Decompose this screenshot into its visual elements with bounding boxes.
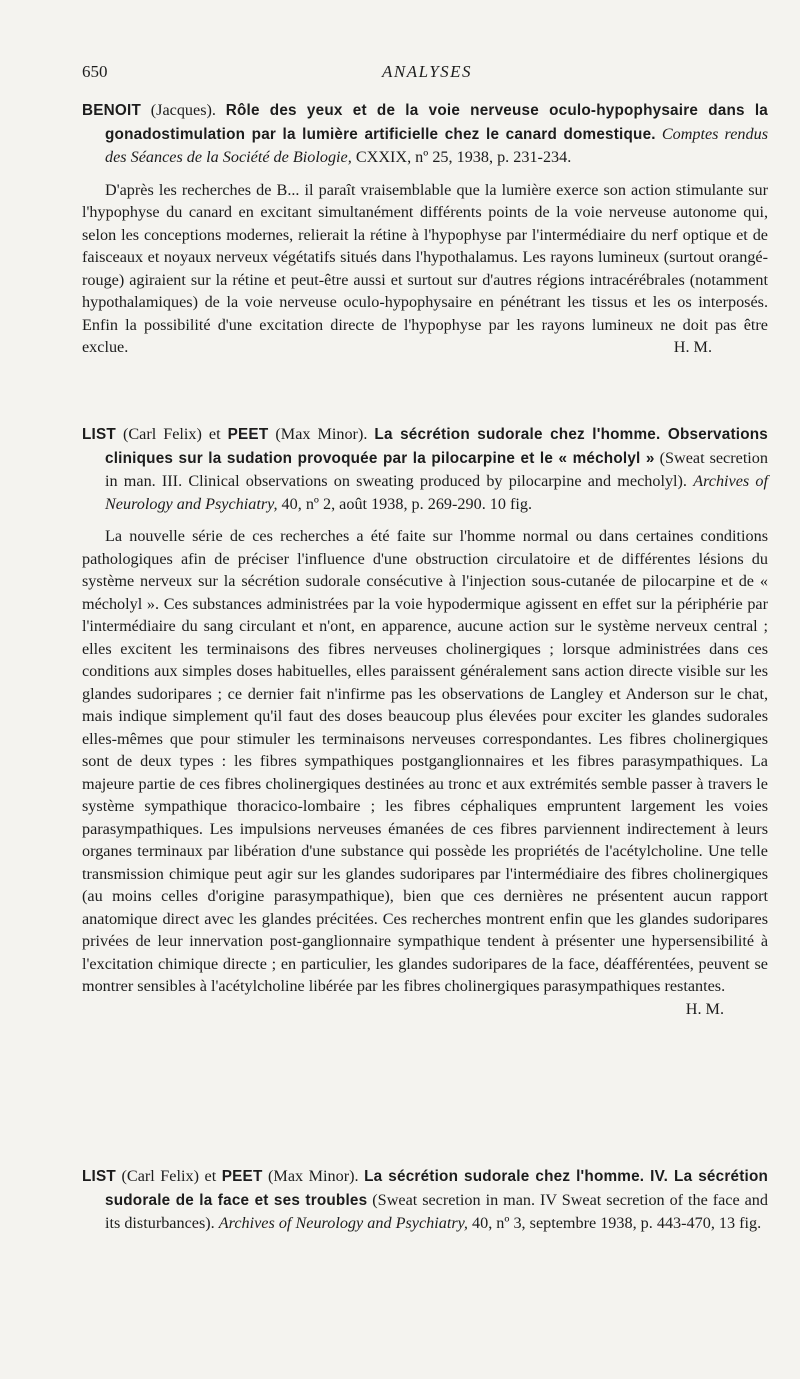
coauthor-given-name: (Max Minor). — [268, 1167, 359, 1185]
author-name: LIST — [82, 426, 116, 443]
journal-reference: 40, nº 3, septembre 1938, p. 443-470, 13 fig. — [472, 1214, 762, 1232]
summary-text: La nouvelle série de ces recherches a été faite sur l'homme normal ou dans certaines conditions pathologiques afin de préciser l'influence d'une obstruction circulatoire et de différentes lésions du système nerveux sur la sécrétion sudorale consécutive à l'injection sous-cutanée de pilocarpine et de « mécholyl ». Ces substances administrées par la voie hypodermique agissent en effet sur la périphérie par l'intermédiaire du sang circulant et n'ont, en apparence, aucune action sur le système nerveux central ; elles excitent les terminaisons des fibres nerveuses cholinergiques ; lorsque administrées dans ces conditions aux simples doses habituelles, elles paraissent généralement sans action directe visible sur les glandes sudoripares ; ce dernier fait n'infirme pas les observations de Langley et Anderson sur le chat, mais indique simplement qu'il faut des doses beaucoup plus élevées pour exciter les glandes sudorales elles-mêmes que pour stimuler les terminaisons nerveuses correspondantes. Les fibres cholinergiques sont de deux types : les fibres sympathiques postganglionnaires et les fibres parasympathiques. La majeure partie de ces fibres cholinergiques destinées au tronc et aux extrémités semble passer à travers le système sympathique thoracico-lombaire ; les fibres céphaliques empruntent largement les voies parasympathiques. Les impulsions nerveuses émanées de ces fibres parviennent indirectement à leurs organes terminaux par libération d'une substance qui possède les propriétés de l'acétylcholine. Une telle transmission chimique peut agir sur les glandes sudoripares par l'intermédiaire des fibres cholinergiques (au moins celles d'origine parasympathique), bien que ces dernières ne présentent aucun rapport anatomique direct avec les glandes précitées. Ces recherches montrent enfin que les glandes sudoripares privées de leur innervation post-ganglionnaire sympathique tendent à présenter une hypersensibilité à l'excitation chimique directe ; en particulier, les glandes sudoripares de la face, déafférentées, peuvent se montrer sensibles à l'acétylcholine libérée par les fibres cholinergiques parasympathiques restantes. — [82, 527, 768, 995]
running-head: ANALYSES — [381, 62, 473, 81]
summary-paragraph — [82, 179, 768, 359]
author-given-name: (Jacques). — [150, 101, 216, 119]
review-entry — [82, 99, 768, 359]
coauthor-given-name: (Max Minor). — [275, 425, 368, 443]
article-title-english: (Sweat secretion in man. IV Sweat secretion of the face and its disturbances). — [105, 1190, 768, 1232]
review-entry — [82, 1165, 768, 1235]
page-header — [82, 62, 772, 86]
reviewer-initials: H. M. — [673, 338, 712, 356]
summary-text: D'après les recherches de B... il paraît vraisemblable que la lumière exerce son action stimulante sur l'hypophyse du canard en excitant simultanément différents points de la voie nerveuse autonome qui, selon les conceptions modernes, relierait la rétine à l'hypophyse par l'intermédiaire du nerf optique et de faisceaux et noyaux nerveux végétatifs situés dans l'hypothalamus. Les rayons lumineux (surtout orangé-rouge) agiraient sur la rétine et peut-être aussi et surtout sur d'autres régions intracérébrales (notamment hypothalamiques) de la voie nerveuse oculo-hypophysaire en pénétrant les tissus et les os interposés. Enfin la possibilité d'une excitation directe de l'hypophyse par les rayons lumineux ne doit pas être exclue. — [82, 180, 768, 356]
reviewer-initials: H. M. — [685, 999, 724, 1018]
citation — [82, 423, 768, 515]
article-title: La sécrétion sudorale chez l'homme. Observations cliniques sur la sudation provoquée par la pilocarpine et le « mécholyl » — [105, 426, 769, 467]
page-number: 650 — [82, 62, 108, 81]
coauthor-name: PEET — [227, 426, 269, 443]
citation — [82, 99, 768, 169]
coauthor-name: PEET — [221, 1168, 263, 1185]
journal-reference: 40, nº 2, août 1938, p. 269-290. 10 fig. — [281, 494, 533, 513]
review-entry — [82, 423, 768, 1020]
author-name: LIST — [82, 1168, 116, 1185]
author-name: BENOIT — [82, 102, 141, 119]
journal-reference: CXXIX, nº 25, 1938, p. 231-234. — [355, 148, 572, 166]
article-title: Rôle des yeux et de la voie nerveuse oculo-hypophysaire dans la gonadostimulation par la lumière artificielle chez le canard domestique. — [105, 102, 769, 143]
article-title-english: (Sweat secretion in man. III. Clinical observations on sweating produced by pilocarpine and mecholyl). — [105, 448, 768, 490]
citation — [82, 1165, 768, 1235]
journal-name: Archives of Neurology and Psychiatry, — [218, 1214, 468, 1232]
summary-paragraph — [82, 525, 768, 1020]
author-given-name: (Carl Felix) et — [121, 1167, 217, 1185]
author-given-name: (Carl Felix) et — [122, 425, 221, 443]
journal-name: Comptes rendus des Séances de la Société de Biologie, — [105, 124, 768, 166]
journal-name: Archives of Neurology and Psychiatry, — [105, 472, 769, 513]
article-title: La sécrétion sudorale chez l'homme. IV. La sécrétion sudorale de la face et ses troubles — [105, 1168, 769, 1209]
